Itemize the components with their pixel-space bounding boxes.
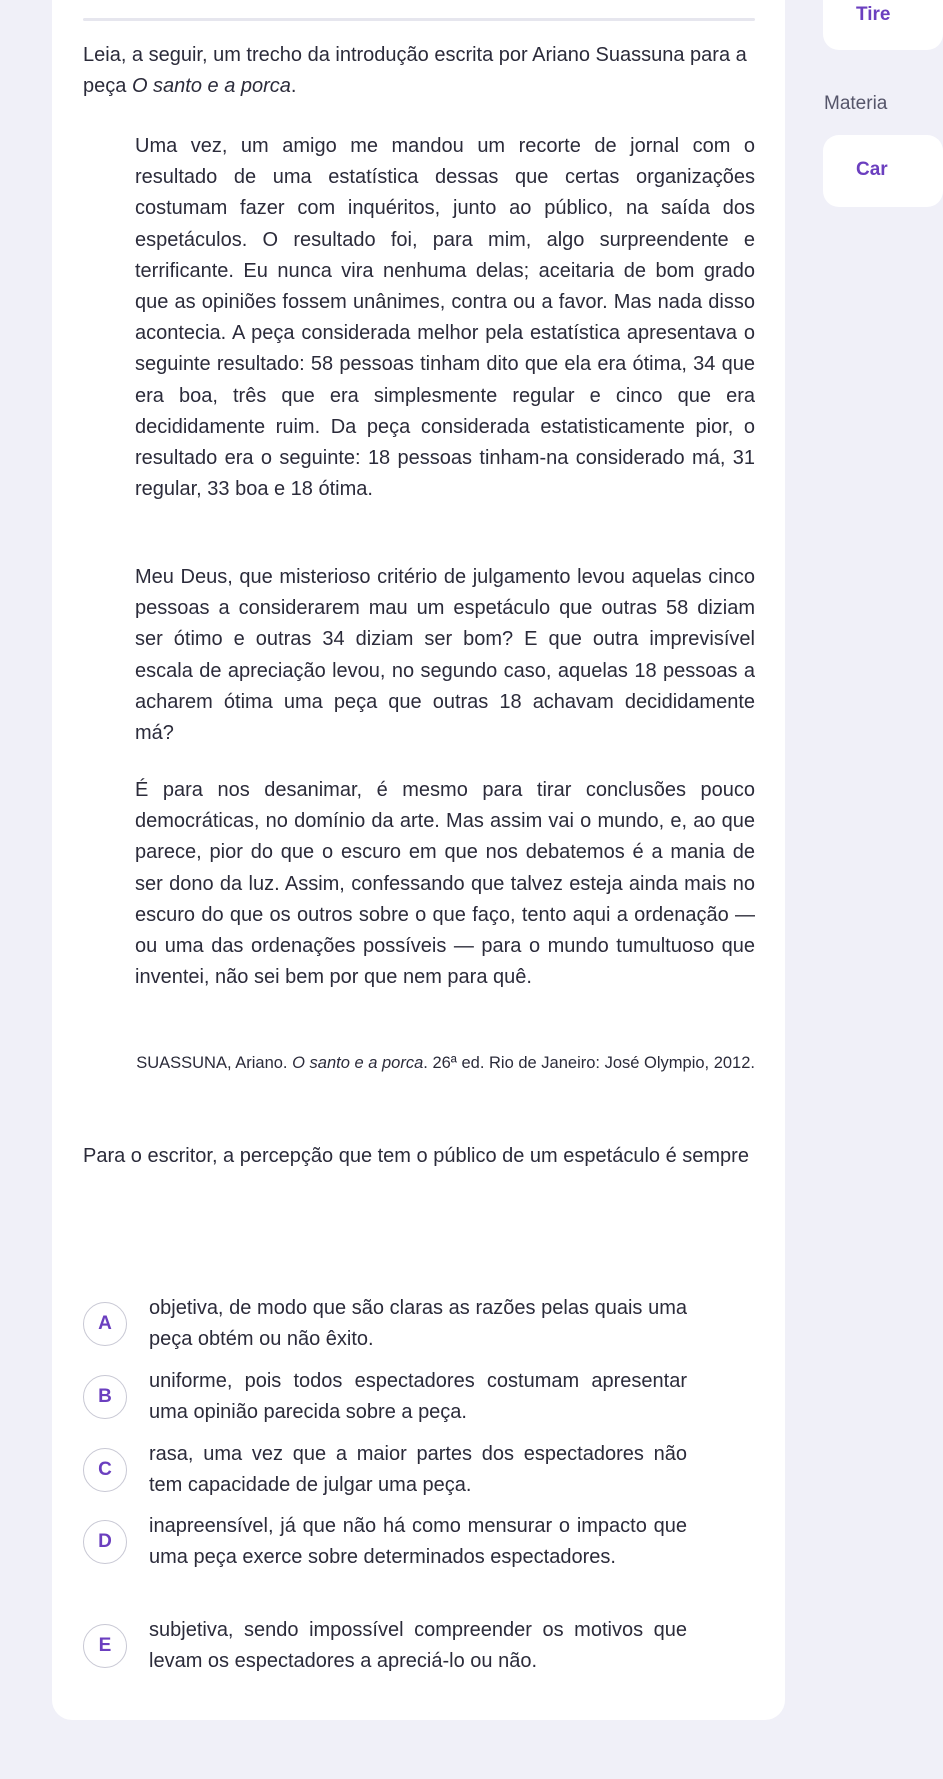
intro-text <box>83 40 755 102</box>
citation <box>135 1047 755 1079</box>
question-stem: Para o escritor, a percepção que tem o público de um espetáculo é sempre <box>83 1145 749 1167</box>
quote-paragraph-3: É para nos desanimar, é mesmo para tirar conclusões pouco democráticas, no domínio da arte. Mas assim vai o mundo, e, ao que parece, pior do que o escuro em que nos debatemos é a mania de ser dono da luz. Assim, confessando que talvez esteja ainda mais no escuro do que os outros sobre o que faço, tento aqui a ordenação — ou uma das ordenações possíveis — para o mundo tumultuoso que inventei, não sei bem por que nem para quê. <box>135 779 755 989</box>
divider <box>83 18 755 21</box>
alternative-text-a[interactable]: objetiva, de modo que são claras as razões pelas quais uma peça obtém ou não êxito. <box>149 1297 687 1350</box>
quote-paragraph-1: Uma vez, um amigo me mandou um recorte de jornal com o resultado de uma estatística dessas que certas organizações costumam fazer com inquéritos, junto ao público, na saída dos espetáculos. O resultado foi, para mim, algo surpreendente e terrificante. Eu nunca vira nenhuma delas; aceitaria de bom grado que as opiniões fossem unânimes, contra ou a favor. Mas nada disso acontecia. A peça considerada melhor pela estatística apresentava o seguinte resultado: 58 pessoas tinham dito que ela era ótima, 34 que era boa, três que era simplesmente regular e cinco que era decididamente ruim. Da peça considerada estatisticamente pior, o resultado era o seguinte: 18 pessoas tinham-na considerado má, 31 regular, 33 boa e 18 ótima. <box>135 135 755 501</box>
citation-details: . 26ª ed. Rio de Janeiro: José Olympio, 2012. <box>423 1054 755 1072</box>
sidebar-mid-link[interactable]: Car <box>856 159 888 180</box>
intro-after: . <box>290 75 297 97</box>
alternative-c[interactable] <box>83 1439 687 1501</box>
alternative-letter-d[interactable]: D <box>83 1520 127 1564</box>
alternative-b[interactable] <box>83 1366 687 1428</box>
alternative-e[interactable] <box>83 1615 687 1677</box>
sidebar-label: Materia <box>824 93 888 114</box>
alternative-text-b[interactable]: uniforme, pois todos espectadores costumam apresentar uma opinião parecida sobre a peça. <box>149 1370 687 1423</box>
citation-title: O santo e a porca <box>292 1054 424 1072</box>
alternative-letter-b[interactable]: B <box>83 1375 127 1419</box>
intro-before: Leia, a seguir, um trecho da introdução escrita por Ariano Suassuna para a peça <box>83 44 747 97</box>
question-card <box>52 0 785 1720</box>
quote-paragraph-2: Meu Deus, que misterioso critério de julgamento levou aquelas cinco pessoas a considerarem mau um espetáculo que outras 58 diziam ser ótimo e outras 34 diziam ser bom? E que outra imprevisível escala de apreciação levou, no segundo caso, aquelas 18 pessoas a acharem ótima uma peça que outras 18 achavam decididamente má? <box>135 566 755 745</box>
alternative-text-c[interactable]: rasa, uma vez que a maior partes dos espectadores não tem capacidade de julgar uma peça. <box>149 1443 687 1496</box>
intro-work-title: O santo e a porca <box>131 75 291 97</box>
sidebar-top-link[interactable]: Tire <box>856 4 891 25</box>
alternative-d[interactable] <box>83 1511 687 1573</box>
alternative-letter-e[interactable]: E <box>83 1624 127 1668</box>
citation-author: SUASSUNA, Ariano. <box>136 1054 293 1072</box>
alternative-text-d[interactable]: inapreensível, já que não há como mensurar o impacto que uma peça exerce sobre determinados espectadores. <box>149 1515 687 1568</box>
alternative-letter-a[interactable]: A <box>83 1302 127 1346</box>
alternative-letter-c[interactable]: C <box>83 1448 127 1492</box>
alternative-a[interactable] <box>83 1293 687 1355</box>
alternative-text-e[interactable]: subjetiva, sendo impossível compreender os motivos que levam os espectadores a apreciá-lo ou não. <box>149 1619 687 1672</box>
